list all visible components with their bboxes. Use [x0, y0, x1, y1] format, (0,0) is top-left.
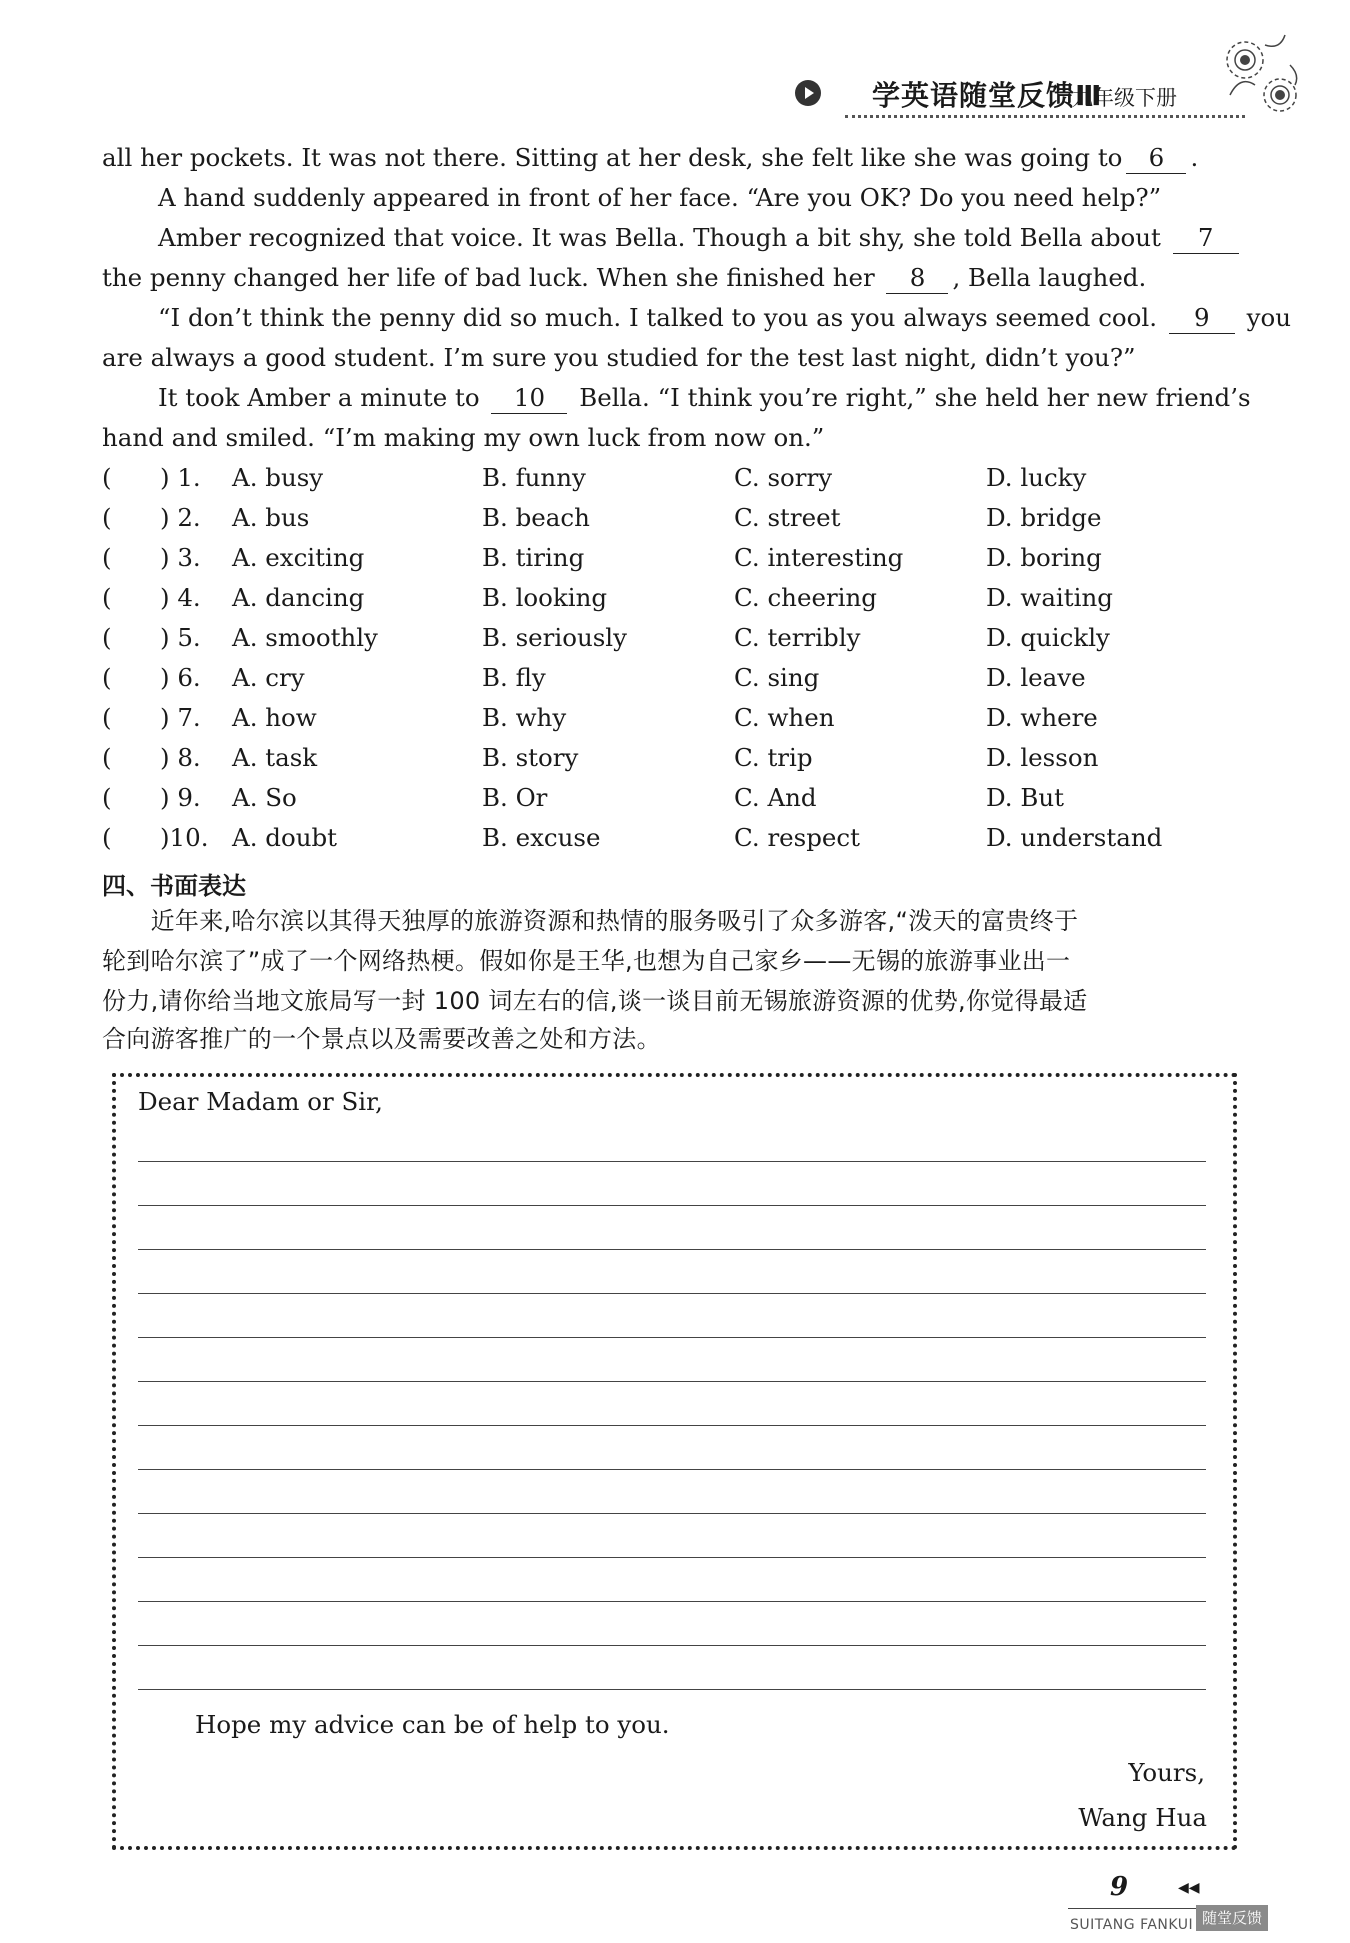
answer-paren[interactable]: (	[102, 783, 112, 812]
writing-line[interactable]	[138, 1425, 1206, 1426]
footer-brand: SUITANG FANKUI	[1070, 1917, 1194, 1933]
question-number: ) 6.	[160, 663, 201, 692]
answer-paren[interactable]: (	[102, 823, 112, 852]
question-number: )10.	[160, 823, 209, 852]
answer-paren[interactable]: (	[102, 623, 112, 652]
writing-line[interactable]	[138, 1337, 1206, 1338]
question-number: ) 2.	[160, 503, 201, 532]
passage-line: It took Amber a minute to 10 Bella. “I think you’re right,” she held her new friend’s	[158, 383, 1251, 412]
option-a[interactable]: A. cry	[232, 663, 305, 692]
answer-paren[interactable]: (	[102, 743, 112, 772]
prompt-line: 轮到哈尔滨了”成了一个网络热梗。假如你是王华,也想为自己家乡——无锡的旅游事业出一	[102, 947, 1071, 975]
option-a[interactable]: A. bus	[232, 503, 310, 532]
option-a[interactable]: A. doubt	[232, 823, 338, 852]
passage-line: hand and smiled. “I’m making my own luck from now on.”	[102, 423, 825, 452]
option-b[interactable]: B. excuse	[482, 823, 601, 852]
option-a[interactable]: A. dancing	[232, 583, 365, 612]
option-c[interactable]: C. street	[734, 503, 841, 532]
option-c[interactable]: C. trip	[734, 743, 813, 772]
option-c[interactable]: C. interesting	[734, 543, 904, 572]
arrow-left-icon: ◀◀	[1178, 1880, 1200, 1896]
passage-line: the penny changed her life of bad luck. When she finished her 8 , Bella laughed.	[102, 263, 1147, 292]
option-b[interactable]: B. why	[482, 703, 567, 732]
option-c[interactable]: C. cheering	[734, 583, 877, 612]
answer-paren[interactable]: (	[102, 583, 112, 612]
option-d[interactable]: D. bridge	[986, 503, 1102, 532]
letter-closing: Hope my advice can be of help to you.	[195, 1710, 670, 1739]
writing-line[interactable]	[138, 1205, 1206, 1206]
passage-line: A hand suddenly appeared in front of her face. “Are you OK? Do you need help?”	[158, 183, 1162, 212]
footer-badge: 随堂反馈	[1196, 1905, 1268, 1931]
page-number: 9	[1110, 1872, 1129, 1902]
option-d[interactable]: D. quickly	[986, 623, 1110, 652]
answer-paren[interactable]: (	[102, 503, 112, 532]
option-d[interactable]: D. where	[986, 703, 1098, 732]
option-d[interactable]: D. waiting	[986, 583, 1113, 612]
writing-line[interactable]	[138, 1161, 1206, 1162]
question-number: ) 5.	[160, 623, 201, 652]
option-c[interactable]: C. when	[734, 703, 835, 732]
passage-line: are always a good student. I’m sure you studied for the test last night, didn’t you?”	[102, 343, 1136, 372]
option-c[interactable]: C. sing	[734, 663, 820, 692]
writing-line[interactable]	[138, 1513, 1206, 1514]
question-number: ) 8.	[160, 743, 201, 772]
option-b[interactable]: B. funny	[482, 463, 586, 492]
option-b[interactable]: B. looking	[482, 583, 608, 612]
letter-greeting: Dear Madam or Sir,	[138, 1087, 383, 1116]
writing-line[interactable]	[138, 1557, 1206, 1558]
writing-line[interactable]	[138, 1601, 1206, 1602]
question-number: ) 4.	[160, 583, 201, 612]
answer-blank[interactable]: 7	[1173, 223, 1239, 254]
letter-signoff: Yours,	[1128, 1758, 1205, 1787]
option-c[interactable]: C. respect	[734, 823, 860, 852]
option-b[interactable]: B. seriously	[482, 623, 627, 652]
passage-line: all her pockets. It was not there. Sitting at her desk, she felt like she was going to 6 .	[102, 143, 1199, 172]
option-d[interactable]: D. lucky	[986, 463, 1087, 492]
option-d[interactable]: D. understand	[986, 823, 1163, 852]
book-title: 学英语随堂反馈Ⅲ	[872, 79, 1103, 112]
option-b[interactable]: B. beach	[482, 503, 590, 532]
answer-paren[interactable]: (	[102, 463, 112, 492]
answer-paren[interactable]: (	[102, 703, 112, 732]
play-icon	[795, 80, 821, 106]
option-a[interactable]: A. task	[232, 743, 318, 772]
option-a[interactable]: A. exciting	[232, 543, 365, 572]
option-b[interactable]: B. tiring	[482, 543, 585, 572]
option-d[interactable]: D. lesson	[986, 743, 1099, 772]
option-a[interactable]: A. how	[232, 703, 317, 732]
option-b[interactable]: B. Or	[482, 783, 548, 812]
letter-name: Wang Hua	[1078, 1803, 1207, 1832]
prompt-line: 合向游客推广的一个景点以及需要改善之处和方法。	[102, 1025, 661, 1053]
answer-blank[interactable]: 6	[1126, 143, 1186, 174]
option-c[interactable]: C. terribly	[734, 623, 861, 652]
option-a[interactable]: A. smoothly	[232, 623, 378, 652]
option-d[interactable]: D. But	[986, 783, 1064, 812]
answer-blank[interactable]: 10	[491, 383, 567, 414]
option-d[interactable]: D. leave	[986, 663, 1086, 692]
answer-blank[interactable]: 9	[1169, 303, 1235, 334]
book-grade: 九年级下册	[1072, 86, 1177, 110]
option-d[interactable]: D. boring	[986, 543, 1102, 572]
passage-line: Amber recognized that voice. It was Bella. Though a bit shy, she told Bella about 7	[158, 223, 1243, 254]
writing-line[interactable]	[138, 1469, 1206, 1470]
question-number: ) 9.	[160, 783, 201, 812]
answer-paren[interactable]: (	[102, 543, 112, 572]
writing-line[interactable]	[138, 1689, 1206, 1690]
footer-rule	[1068, 1908, 1198, 1909]
passage-line: “I don’t think the penny did so much. I talked to you as you always seemed cool. 9 you	[158, 303, 1292, 332]
section-heading: 四、书面表达	[102, 872, 246, 900]
question-number: ) 7.	[160, 703, 201, 732]
question-number: ) 1.	[160, 463, 201, 492]
writing-line[interactable]	[138, 1249, 1206, 1250]
writing-line[interactable]	[138, 1293, 1206, 1294]
prompt-line: 份力,请你给当地文旅局写一封 100 词左右的信,谈一谈目前无锡旅游资源的优势,你觉得最适	[102, 987, 1088, 1015]
header-dotted-rule	[845, 115, 1245, 118]
answer-paren[interactable]: (	[102, 663, 112, 692]
answer-blank[interactable]: 8	[886, 263, 948, 294]
question-number: ) 3.	[160, 543, 201, 572]
option-a[interactable]: A. So	[232, 783, 297, 812]
option-a[interactable]: A. busy	[232, 463, 324, 492]
option-b[interactable]: B. story	[482, 743, 579, 772]
flower-decoration-icon	[1210, 25, 1310, 135]
prompt-line: 近年来,哈尔滨以其得天独厚的旅游资源和热情的服务吸引了众多游客,“泼天的富贵终于	[102, 907, 1079, 935]
option-c[interactable]: C. And	[734, 783, 817, 812]
writing-line[interactable]	[138, 1645, 1206, 1646]
option-c[interactable]: C. sorry	[734, 463, 833, 492]
option-b[interactable]: B. fly	[482, 663, 546, 692]
writing-line[interactable]	[138, 1381, 1206, 1382]
